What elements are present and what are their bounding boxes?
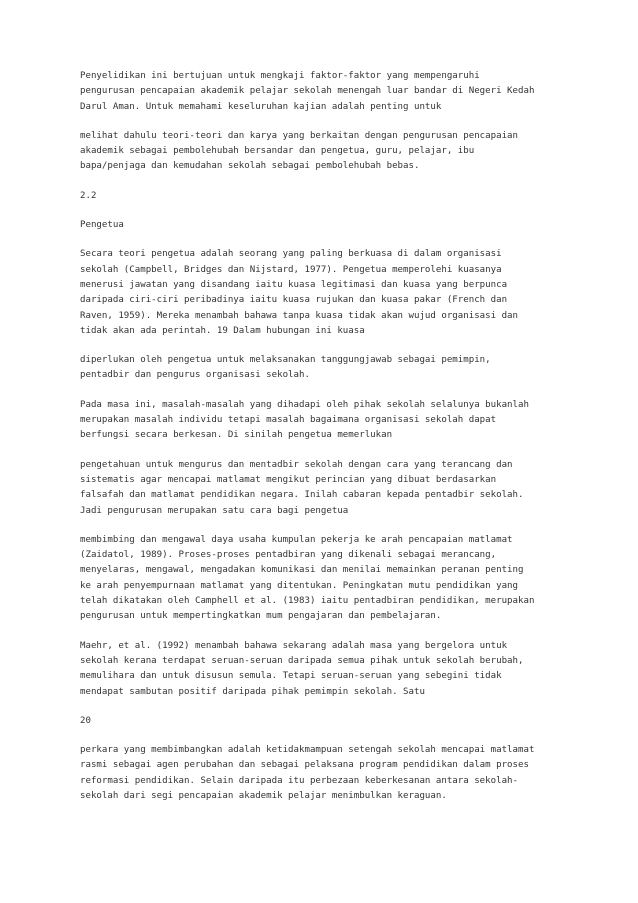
text-line: pengurusan untuk mempertingkatkan mum pengajaran dan pembelajaran. [80,611,442,622]
text-line: 20 [80,715,91,726]
paragraph [80,714,570,729]
text-line: Raven, 1959). Mereka menambah bahawa tanpa kuasa tidak akan wujud organisasi dan [80,310,518,321]
text-line: reformasi pendidikan. Selain daripada itu perbezaan keberkesanan antara sekolah- [80,775,518,786]
text-line: pentadbir dan pengurus organisasi sekolah. [80,370,310,381]
paragraph [80,247,570,339]
text-line: sekolah (Campbell, Bridges dan Nijstard, 1977). Pengetua memperolehi kuasanya [80,264,502,275]
text-line: sekolah dari segi pencapaian akademik pelajar menimbulkan keraguan. [80,790,447,801]
text-line: bapa/penjaga dan kemudahan sekolah sebagai pembolehubah bebas. [80,161,420,172]
paragraph [80,353,570,384]
text-line: pengetahuan untuk mengurus dan mentadbir sekolah dengan cara yang terancang dan [80,459,513,470]
paragraph [80,218,570,233]
paragraph [80,533,570,625]
paragraph [80,458,570,519]
text-line: ke arah penyempurnaan matlamat yang ditentukan. Peningkatan mutu pendidikan yang [80,580,518,591]
text-line: melihat dahulu teori-teori dan karya yang berkaitan dengan pengurusan pencapaian [80,130,518,141]
text-line: merupakan masalah individu tetapi masalah bagaimana organisasi sekolah dapat [80,415,497,426]
text-line: Penyelidikan ini bertujuan untuk mengkaji faktor-faktor yang mempengaruhi [80,71,480,81]
paragraph [80,69,570,115]
text-line: diperlukan oleh pengetua untuk melaksanakan tanggungjawab sebagai pemimpin, [80,355,491,366]
text-line: mendapat sambutan positif daripada pihak pemimpin sekolah. Satu [80,686,425,697]
text-line: menerusi jawatan yang disandang iaitu kuasa legitimasi dan kuasa yang berpunca [80,279,508,290]
text-line: Pengetua [80,220,124,231]
text-line: perkara yang membimbangkan adalah ketidakmampuan setengah sekolah mencapai matlamat [80,745,535,756]
text-line: sekolah kerana terdapat seruan-seruan daripada semua pihak untuk sekolah berubah, [80,655,524,666]
text-line: Darul Aman. Untuk memahami keseluruhan kajian adalah penting untuk [80,101,442,112]
text-line: telah dikatakan oleh Camphell et al. (1983) iaitu pentadbiran pendidikan, merupakan [80,596,535,607]
text-line: rasmi sebagai agen perubahan dan sebagai pelaksana program pendidikan dalam proses [80,760,529,771]
text-line: membimbing dan mengawal daya usaha kumpulan pekerja ke arah pencapaian matlamat [80,534,513,545]
text-line: Maehr, et al. (1992) menambah bahawa sekarang adalah masa yang bergelora untuk [80,640,508,651]
text-line: memulihara dan untuk disusun semula. Tetapi seruan-seruan yang sebegini tidak [80,671,502,682]
text-line: Pada masa ini, masalah-masalah yang dihadapi oleh pihak sekolah selalunya bukanlah [80,399,529,410]
text-line: akademik sebagai pembolehubah bersandar dan pengetua, guru, pelajar, ibu [80,146,475,157]
text-line: Jadi pengurusan merupakan satu cara bagi pengetua [80,505,349,516]
paragraph [80,129,570,175]
text-line: (Zaidatol, 1989). Proses-proses pentadbiran yang dikenali sebagai merancang, [80,550,497,561]
text-line: tidak akan ada perintah. 19 Dalam hubungan ini kuasa [80,325,365,336]
text-line: sistematis agar mencapai matlamat mengikut perincian yang dibuat berdasarkan [80,474,497,485]
paragraph [80,639,570,700]
text-line: falsafah dan matlamat pendidikan negara. Inilah cabaran kepada pentadbir sekolah. [80,490,524,501]
text-line: daripada ciri-ciri peribadinya iaitu kuasa rujukan dan kuasa pakar (French dan [80,295,508,306]
text-line: menyelaras, mengawal, mengadakan komunikasi dan menilai memainkan peranan penting [80,565,524,576]
paragraph [80,743,570,804]
text-line: 2.2 [80,190,97,201]
text-line: pengurusan pencapaian akademik pelajar sekolah menengah luar bandar di Negeri Kedah [80,86,535,97]
text-line: Secara teori pengetua adalah seorang yang paling berkuasa di dalam organisasi [80,249,502,260]
paragraph [80,189,570,204]
text-line: berfungsi secara berkesan. Di sinilah pengetua memerlukan [80,430,393,441]
paragraph [80,398,570,444]
document-body [80,69,570,818]
